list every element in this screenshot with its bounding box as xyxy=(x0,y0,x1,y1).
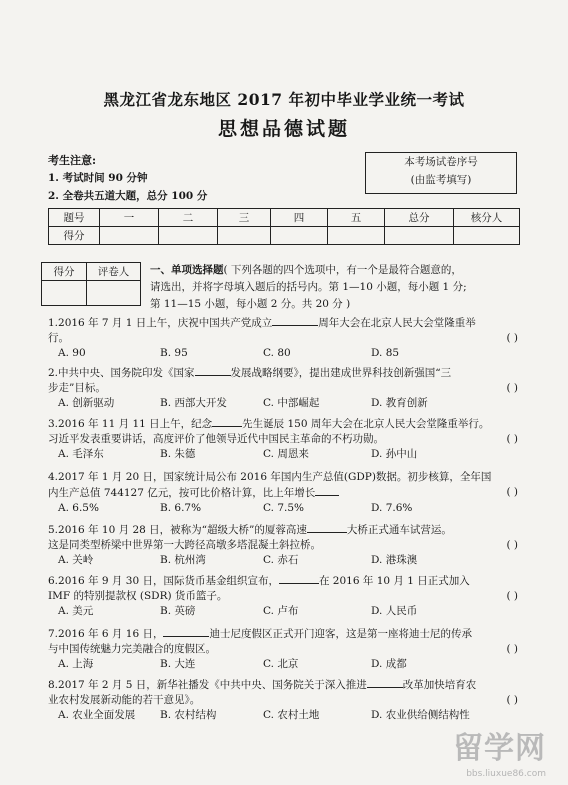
answer-blank[interactable] xyxy=(272,315,318,326)
answer-parens[interactable]: ( ) xyxy=(506,539,518,551)
score-header-cell: 题号 xyxy=(49,209,100,227)
question-stem: 迪士尼度假区正式开门迎客，这是第一座将迪士尼的传承 xyxy=(209,628,472,640)
grader-score-cell xyxy=(42,281,87,306)
score-input-cell xyxy=(218,227,271,245)
question-stem: 2.中共中央、国务院印发《国家 xyxy=(48,367,195,379)
option-a[interactable]: A. 6.5% xyxy=(58,502,99,514)
option-c[interactable]: C. 周恩来 xyxy=(263,448,309,460)
option-a[interactable]: A. 关岭 xyxy=(58,554,94,566)
option-c[interactable]: C. 中部崛起 xyxy=(263,397,320,409)
score-input-cell xyxy=(454,227,520,245)
question-stem: 1.2016 年 7 月 1 日上午，庆祝中国共产党成立 xyxy=(48,317,273,329)
answer-parens[interactable]: ( ) xyxy=(506,486,518,498)
seat-number-box xyxy=(365,152,517,194)
option-c[interactable]: C. 7.5% xyxy=(263,502,305,514)
question-stem: 5.2016 年 10 月 28 日，被称为“超级大桥”的厦蓉高速 xyxy=(48,524,307,536)
option-b[interactable]: B. 大连 xyxy=(160,658,196,670)
option-d[interactable]: D. 成都 xyxy=(371,658,407,670)
question-stem: 在 2016 年 10 月 1 日正式加入 xyxy=(318,575,470,587)
score-header-cell: 总分 xyxy=(385,209,454,227)
option-b[interactable]: B. 6.7% xyxy=(160,502,202,514)
question-stem: 4.2017 年 1 月 20 日，国家统计局公布 2016 年国内生产总值(GDP)数据。初步核算，全年国 xyxy=(48,471,492,483)
score-table-header-row xyxy=(49,209,520,227)
grader-name-label: 评卷人 xyxy=(87,263,141,281)
answer-parens[interactable]: ( ) xyxy=(506,382,518,394)
grader-score-label: 得分 xyxy=(42,263,87,281)
option-b[interactable]: B. 95 xyxy=(160,347,188,359)
seat-box-note: (由监考填写) xyxy=(410,174,472,186)
question-stem-cont: IMF 的特别提款权 (SDR) 货币篮子。 xyxy=(48,590,228,602)
section-instruction-line: 第 11—15 小题，每小题 2 分。共 20 分 ) xyxy=(150,298,351,310)
option-d[interactable]: D. 85 xyxy=(371,347,400,359)
option-d[interactable]: D. 7.6% xyxy=(371,502,413,514)
question-5 xyxy=(48,522,518,570)
option-d[interactable]: D. 人民币 xyxy=(371,605,418,617)
seat-box-label: 本考场试卷序号 xyxy=(404,156,478,168)
option-b[interactable]: B. 西部大开发 xyxy=(160,397,227,409)
question-stem: 改革加快培育农 xyxy=(402,679,477,691)
score-table-score-row xyxy=(49,227,520,245)
score-input-cell xyxy=(159,227,218,245)
option-d[interactable]: D. 港珠澳 xyxy=(371,554,418,566)
score-header-cell: 二 xyxy=(159,209,218,227)
score-input-cell xyxy=(271,227,328,245)
score-input-cell xyxy=(328,227,385,245)
option-d[interactable]: D. 教育创新 xyxy=(371,397,428,409)
question-stem-cont: 习近平发表重要讲话，高度评价了他领导近代中国民主革命的不朽功勋。 xyxy=(48,433,384,445)
option-c[interactable]: C. 80 xyxy=(263,347,291,359)
option-a[interactable]: A. 美元 xyxy=(58,605,94,617)
section-title: 一、单项选择题 xyxy=(150,264,224,276)
exam-title: 黑龙江省龙东地区 2017 年初中毕业学业统一考试 xyxy=(103,90,465,109)
answer-blank[interactable] xyxy=(212,416,242,427)
grader-table xyxy=(41,262,141,306)
question-stem: 3.2016 年 11 月 11 日上午，纪念 xyxy=(48,418,213,430)
question-stem: 先生诞辰 150 周年大会在北京人民大会堂隆重举行。 xyxy=(242,418,490,430)
watermark-url: bbs.liuxue86.com xyxy=(466,769,546,779)
option-b[interactable]: B. 农村结构 xyxy=(160,709,217,721)
question-stem: 6.2016 年 9 月 30 日，国际货币基金组织宣布， xyxy=(48,575,279,587)
question-stem-cont: 内生产总值 744127 亿元，按可比价格计算，比上年增长 xyxy=(48,487,316,499)
score-input-cell xyxy=(385,227,454,245)
answer-parens[interactable]: ( ) xyxy=(506,590,518,602)
question-stem: 发展战略纲要》，提出建成世界科技创新强国“三 xyxy=(230,367,452,379)
exam-subtitle: 思想品德试题 xyxy=(217,118,350,140)
watermark-logo: 留学网 xyxy=(453,731,546,766)
section-instruction-line: ( 下列各题的四个选项中，有一个是最符合题意的， xyxy=(223,264,462,276)
question-stem-cont: 这是同类型桥梁中世界第一大跨径高墩多塔混凝土斜拉桥。 xyxy=(48,539,321,551)
answer-parens[interactable]: ( ) xyxy=(506,332,518,344)
answer-parens[interactable]: ( ) xyxy=(506,643,518,655)
option-c[interactable]: C. 北京 xyxy=(263,658,299,670)
question-2 xyxy=(48,365,518,413)
answer-parens[interactable]: ( ) xyxy=(506,433,518,445)
option-c[interactable]: C. 赤石 xyxy=(263,554,299,566)
notice-item-time: 1. 考试时间 90 分钟 xyxy=(48,172,148,184)
score-header-cell: 核分人 xyxy=(454,209,520,227)
answer-blank[interactable] xyxy=(163,626,209,637)
question-stem: 大桥正式通车试营运。 xyxy=(346,524,452,536)
question-stem: 周年大会在北京人民大会堂隆重举 xyxy=(318,317,476,329)
answer-blank[interactable] xyxy=(279,573,319,584)
grader-name-cell xyxy=(87,281,141,306)
option-c[interactable]: C. 卢布 xyxy=(263,605,299,617)
option-d[interactable]: D. 孙中山 xyxy=(371,448,418,460)
option-d[interactable]: D. 农业供给侧结构性 xyxy=(371,709,470,721)
question-stem-cont: 行。 xyxy=(48,332,69,344)
score-header-cell: 三 xyxy=(218,209,271,227)
notice-item-score: 2. 全卷共五道大题，总分 100 分 xyxy=(48,190,208,202)
option-a[interactable]: A. 90 xyxy=(58,347,86,359)
option-a[interactable]: A. 毛泽东 xyxy=(58,448,104,460)
option-a[interactable]: A. 上海 xyxy=(58,658,94,670)
section-instructions xyxy=(150,262,520,313)
option-b[interactable]: B. 朱德 xyxy=(160,448,196,460)
option-a[interactable]: A. 农业全面发展 xyxy=(58,709,136,721)
answer-blank[interactable] xyxy=(367,677,403,688)
question-6 xyxy=(48,573,518,621)
answer-blank[interactable] xyxy=(315,485,339,496)
score-header-cell: 五 xyxy=(328,209,385,227)
option-b[interactable]: B. 杭州湾 xyxy=(160,554,206,566)
option-b[interactable]: B. 英磅 xyxy=(160,605,196,617)
score-row-label: 得分 xyxy=(49,227,100,245)
section-instruction-line: 请选出，并将字母填入题后的括号内。第 1—10 小题，每小题 1 分; xyxy=(150,281,467,293)
score-table xyxy=(48,208,520,245)
question-stem-cont: 与中国传统魅力完美融合的度假区。 xyxy=(48,643,216,655)
score-header-cell: 一 xyxy=(100,209,159,227)
option-c[interactable]: C. 农村土地 xyxy=(263,709,320,721)
question-stem-cont: 步走”目标。 xyxy=(48,382,106,394)
score-input-cell xyxy=(100,227,159,245)
question-stem-cont: 业农村发展新动能的若干意见》。 xyxy=(48,694,201,706)
answer-parens[interactable]: ( ) xyxy=(506,694,518,706)
question-8 xyxy=(48,677,518,725)
notice-heading: 考生注意: xyxy=(48,154,97,167)
question-1 xyxy=(48,315,518,363)
option-a[interactable]: A. 创新驱动 xyxy=(58,397,115,409)
question-7 xyxy=(48,626,518,674)
question-3 xyxy=(48,416,518,464)
question-4 xyxy=(48,470,518,518)
score-header-cell: 四 xyxy=(271,209,328,227)
question-stem: 8.2017 年 2 月 5 日，新华社播发《中共中央、国务院关于深入推进 xyxy=(48,679,367,691)
question-stem: 7.2016 年 6 月 16 日， xyxy=(48,628,164,640)
answer-blank[interactable] xyxy=(307,522,347,533)
answer-blank[interactable] xyxy=(195,365,231,376)
